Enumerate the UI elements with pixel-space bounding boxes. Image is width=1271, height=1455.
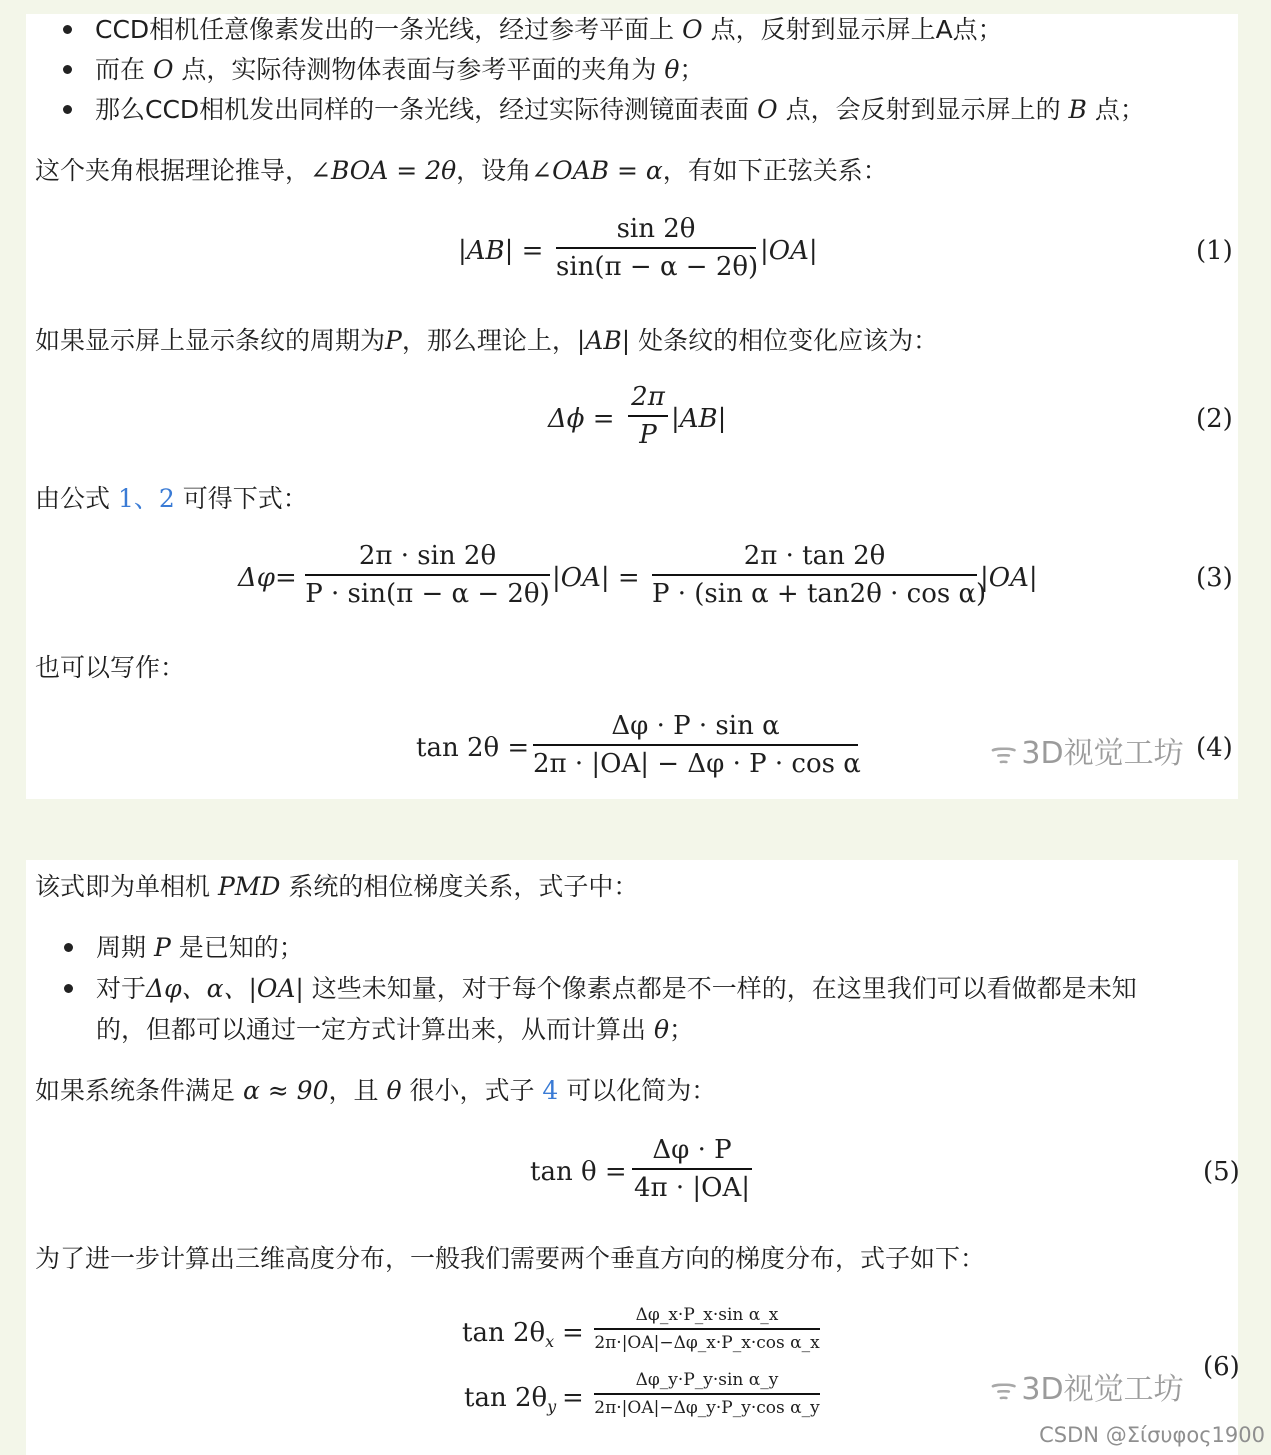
eq6-fraction-y [594,1370,820,1418]
equation-link-4[interactable]: 4 [542,1076,559,1105]
paragraph-derive: 由公式 1、2 可得下式： [35,484,308,513]
eq1-denominator: sin(π − α − 2θ) [556,251,759,282]
eq6-fraction-x [594,1305,820,1353]
paragraph-period: 如果显示屏上显示条纹的周期为P，那么理论上，|AB| 处条纹的相位变化应该为： [35,326,939,355]
eq3-middle: |OA| = [552,563,640,593]
bullet-dot [63,65,72,74]
bullet-dot [63,25,72,34]
eq4-numerator: Δφ · P · sin α [611,711,780,741]
eq5-denominator: 4π · |OA| [633,1172,751,1203]
fraction-bar [556,247,756,249]
eq6-equals-y: = [562,1383,584,1413]
eq1-rhs: |OA| [760,236,818,266]
eq6-number: (6) [1203,1352,1240,1382]
bullet-item-unknowns-line2: 的，但都可以通过一定方式计算出来，从而计算出 θ； [96,1015,695,1044]
fraction-bar [594,1393,820,1395]
eq3-lhs: Δφ= [238,563,297,593]
eq5-lhs: tan θ = [530,1157,627,1187]
eq5-fraction [632,1135,752,1203]
eq3-numerator-1: 2π · sin 2θ [358,541,497,571]
eq3-number: (3) [1196,563,1233,593]
eq6-lhs-x: $\tan 2\theta_x$ [462,1318,555,1352]
paragraph-angle-relation: 这个夹角根据理论推导，∠BOA = 2θ，设角∠OAB = α，有如下正弦关系： [35,156,888,185]
eq6-equals-x: = [562,1318,584,1348]
watermark: ᯤ 3D视觉工坊 [990,1364,1184,1408]
eq6-numerator-x: Δφ_x·P_x·sin α_x [635,1305,779,1325]
eq4-fraction [533,711,861,779]
watermark: ᯤ 3D视觉工坊 [990,728,1184,772]
paragraph-rewrite: 也可以写作： [35,653,186,682]
eq6-numerator-y: Δφ_y·P_y·sin α_y [635,1370,779,1390]
fraction-bar [628,415,668,417]
bullet-item-period: 周期 P 是已知的； [96,933,304,962]
bullet-item-1: CCD相机任意像素发出的一条光线，经过参考平面上 O 点，反射到显示屏上A点； [95,15,1003,44]
paragraph-pmd: 该式即为单相机 PMD 系统的相位梯度关系，式子中： [35,872,639,901]
equation-link-2[interactable]: 2 [158,484,175,513]
eq4-lhs: tan 2θ = [416,733,530,763]
eq2-rhs: |AB| [671,404,727,434]
bullet-dot [64,943,73,952]
eq1-number: (1) [1196,236,1233,266]
bullet-item-unknowns-line1: 对于Δφ、α、|OA| 这些未知量，对于每个像素点都是不一样的，在这里我们可以看做都是未知 [96,974,1137,1003]
eq3-fraction-1 [305,541,550,609]
eq6-denominator-y: 2π·|OA|−Δφ_y·P_y·cos α_y [594,1397,820,1418]
eq3-fraction-2 [652,541,987,609]
eq2-number: (2) [1196,404,1233,434]
eq2-numerator: 2π [631,382,665,412]
fraction-bar [594,1328,820,1330]
eq1-fraction [556,214,759,282]
csdn-credit: CSDN @Σίσυφος1900 [1039,1423,1265,1447]
eq2-denominator: P [639,419,657,450]
eq3-denominator-2: P · (sin α + tan2θ · cos α) [652,578,987,609]
eq3-rhs: |OA| [980,563,1038,593]
fraction-bar [632,1168,752,1170]
bullet-item-3: 那么CCD相机发出同样的一条光线，经过实际待测镜面表面 O 点，会反射到显示屏上的 B 点； [95,95,1145,124]
eq3-denominator-1: P · sin(π − α − 2θ) [305,578,550,609]
fraction-bar [533,744,858,746]
eq3-numerator-2: 2π · tan 2θ [743,541,886,571]
eq2-fraction [628,382,668,450]
fraction-bar [305,574,550,576]
eq5-number: (5) [1203,1157,1240,1187]
bullet-dot [64,984,73,993]
eq5-numerator: Δφ · P [652,1135,732,1165]
eq1-lhs: |AB| = [458,236,544,266]
bullet-dot [63,105,72,114]
equation-link-1[interactable]: 1 [117,484,134,513]
wechat-icon: ᯤ [990,1372,1018,1407]
eq4-number: (4) [1196,733,1233,763]
wechat-icon: ᯤ [990,736,1018,771]
eq1-numerator: sin 2θ [616,214,696,244]
eq2-lhs: Δϕ = [548,404,615,434]
eq6-lhs-y: $\tan 2\theta_y$ [464,1383,557,1417]
fraction-bar [652,574,977,576]
paragraph-simplify: 如果系统条件满足 α ≈ 90，且 θ 很小，式子 4 可以化简为： [35,1076,717,1105]
bullet-item-2: 而在 O 点，实际待测物体表面与参考平面的夹角为 θ； [95,55,705,84]
eq6-denominator-x: 2π·|OA|−Δφ_x·P_x·cos α_x [594,1332,820,1353]
paragraph-3d-height: 为了进一步计算出三维高度分布，一般我们需要两个垂直方向的梯度分布，式子如下： [35,1244,986,1273]
eq4-denominator: 2π · |OA| − Δφ · P · cos α [533,748,861,779]
